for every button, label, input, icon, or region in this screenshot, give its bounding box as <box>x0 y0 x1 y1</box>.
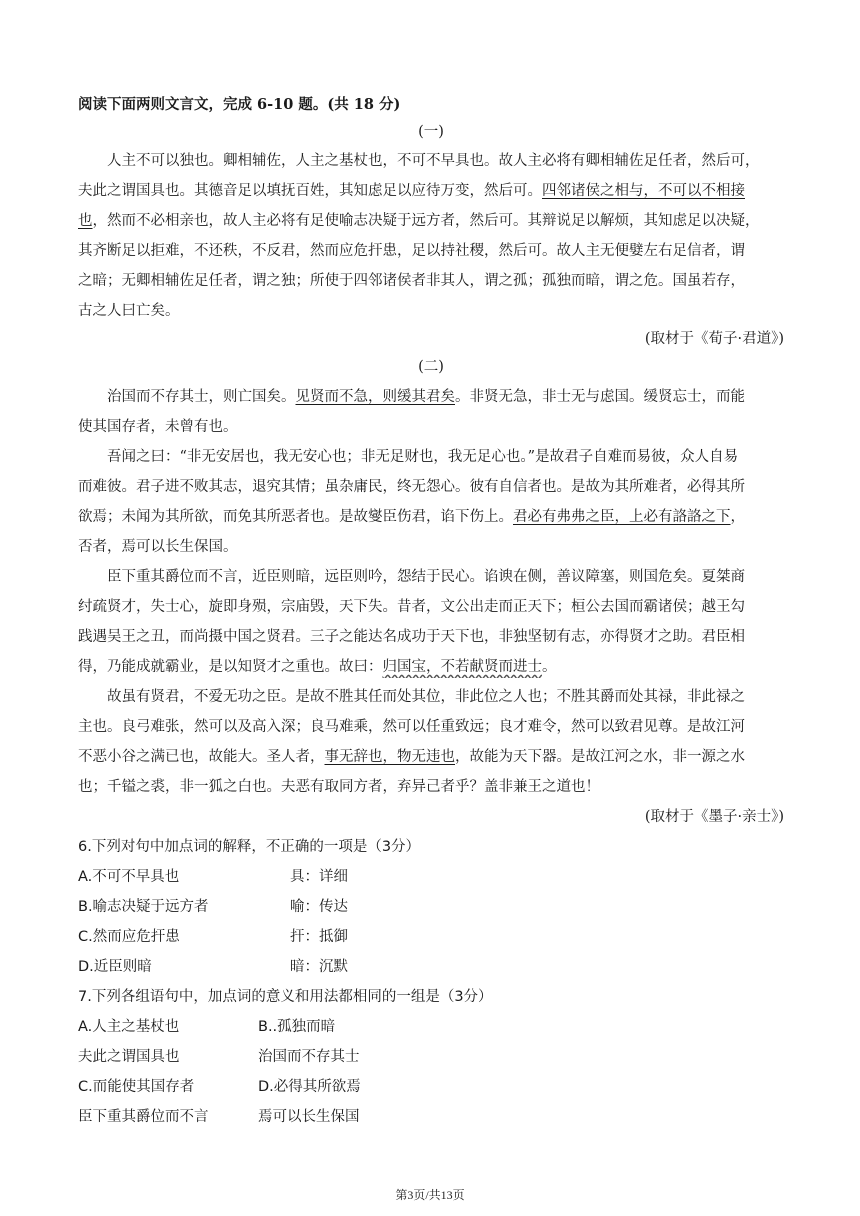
q7-option-b-line2: 治国而不存其士 <box>258 1049 360 1065</box>
passage-1-line <box>78 180 784 202</box>
passage-2-heading: (二) <box>418 359 444 375</box>
passage-2-line: 纣疏贤才，失士心，旋即身殒，宗庙毁，天下失。昔者，文公出走而正天下；桓公去国而霸诸侯；越王勾 <box>78 599 745 615</box>
passage-2-line: 臣下重其爵位而不言，近臣则暗，远臣则吟，怨结于民心。谄谀在侧，善议障塞，则国危矣。夏桀商 <box>107 569 745 585</box>
page-number: 第3页/共13页 <box>395 1188 465 1202</box>
question-7-stem: 7.下列各组语句中，加点词的意义和用法都相同的一组是（3分） <box>78 989 493 1005</box>
passage-2-text: 。非贤无急，非士无与虑国。缓贤忘士，而能 <box>455 389 745 405</box>
q7-option-d-line2: 焉可以长生保国 <box>258 1109 360 1125</box>
passage-2-text: ， <box>730 509 745 525</box>
q6-option-a: A.不可不早具也 <box>78 869 180 885</box>
passage-2-line: 也；千镒之裘，非一狐之白也。夫恶有取同方者，弃异己者乎？盖非兼王之道也！ <box>78 779 600 795</box>
wavy-underlined-sentence: 归国宝，不若献贤而进士 <box>382 659 542 675</box>
passage-1-source: (取材于《荀子·君道》) <box>644 331 784 347</box>
passage-2-line <box>78 656 784 678</box>
passage-1-heading: (一) <box>418 124 444 140</box>
q6-option-b-gloss: 喻：传达 <box>290 899 348 915</box>
passage-2-line: 践遇吴王之丑，而尚摄中国之贤君。三子之能达名成功于天下也，非独坚韧有志，亦得贤才之助。君臣相 <box>78 629 745 645</box>
q7-option-c-line1: C.而能使其国存者 <box>78 1079 195 1095</box>
q7-option-a-line1: A.人主之基杖也 <box>78 1019 180 1035</box>
passage-2-line <box>78 386 784 408</box>
passage-1-line <box>78 210 784 232</box>
passage-2-source: (取材于《墨子·亲士》) <box>644 809 784 825</box>
passage-2-line: 吾闻之曰：“非无安居也，我无安心也；非无足财也，我无足心也。”是故君子自难而易彼，众人自易 <box>107 449 739 465</box>
q6-option-d: D.近臣则暗 <box>78 959 152 975</box>
passage-2-line: 使其国存者，未曾有也。 <box>78 419 238 435</box>
passage-2-line: 主也。良弓难张，然可以及高入深；良马难乘，然可以任重致远；良才难令，然可以致君见尊。是故江河 <box>78 719 745 735</box>
reading-instruction: 阅读下面两则文言文，完成 6-10 题。(共 18 分) <box>78 96 401 113</box>
q7-option-c-line2: 臣下重其爵位而不言 <box>78 1109 209 1125</box>
passage-2-line <box>78 746 784 768</box>
passage-2-line: 否者，焉可以长生保国。 <box>78 539 238 555</box>
passage-1-text: 夫此之谓国具也。其德音足以填抚百姓，其知虑足以应待万变，然后可。 <box>78 183 542 199</box>
q7-option-a-line2: 夫此之谓国具也 <box>78 1049 180 1065</box>
passage-2-text: 不恶小谷之满已也，故能大。圣人者， <box>78 749 325 765</box>
passage-2-text: 治国而不存其士，则亡国矣。 <box>107 389 296 405</box>
underlined-sentence: 四邻诸侯之相与，不可以不相接 <box>542 183 745 199</box>
underlined-sentence: 见贤而不急，则缓其君矣 <box>295 389 455 405</box>
passage-2-line: 故虽有贤君，不爱无功之臣。是故不胜其任而处其位，非此位之人也；不胜其爵而处其禄，非此禄之 <box>107 689 745 705</box>
passage-1-line: 人主不可以独也。卿相辅佐，人主之基杖也，不可不早具也。故人主必将有卿相辅佐足任者，然后可， <box>107 153 760 169</box>
q6-option-b: B.喻志决疑于远方者 <box>78 899 209 915</box>
passage-2-text: 欲焉；未闻为其所欲，而免其所恶者也。是故燮臣伤君，谄下伤上。 <box>78 509 513 525</box>
q6-option-d-gloss: 暗：沉默 <box>290 959 348 975</box>
underlined-sentence: 君必有弗弗之臣，上必有詻詻之下 <box>513 509 731 525</box>
passage-1-line: 之暗；无卿相辅佐足任者，谓之独；所使于四邻诸侯者非其人，谓之孤；孤独而暗，谓之危。国虽若存， <box>78 273 745 289</box>
passage-2-text: ，故能为天下器。是故江河之水，非一源之水 <box>455 749 745 765</box>
q6-option-c-gloss: 扞：抵御 <box>290 929 348 945</box>
passage-1-line: 古之人曰亡矣。 <box>78 303 180 319</box>
passage-1-line: 其齐断足以拒难，不还秩，不反君，然而应危扞患，足以持社稷，然后可。故人主无便嬖左右足信者，谓 <box>78 243 745 259</box>
passage-1-text: ，然而不必相亲也，故人主必将有足使喻志决疑于远方者，然后可。其辩说足以解烦，其知虑足以决疑， <box>92 213 760 229</box>
underlined-sentence: 事无辞也，物无违也 <box>324 749 455 765</box>
passage-2-text: 。 <box>542 659 557 675</box>
passage-2-text: 得，乃能成就霸业，是以知贤才之重也。故曰： <box>78 659 383 675</box>
q7-option-b-line1: B..孤独而暗 <box>258 1019 336 1035</box>
question-6-stem: 6.下列对句中加点词的解释，不正确的一项是（3分） <box>78 839 421 855</box>
q6-option-a-gloss: 具：详细 <box>290 869 348 885</box>
q6-option-c: C.然而应危扞患 <box>78 929 180 945</box>
q7-option-d-line1: D.必得其所欲焉 <box>258 1079 361 1095</box>
passage-2-line: 而难彼。君子进不败其志，退究其情；虽杂庸民，终无怨心。彼有自信者也。是故为其所难者，必得其所 <box>78 479 745 495</box>
underlined-sentence-end: 也 <box>78 213 93 229</box>
passage-2-line <box>78 506 784 528</box>
